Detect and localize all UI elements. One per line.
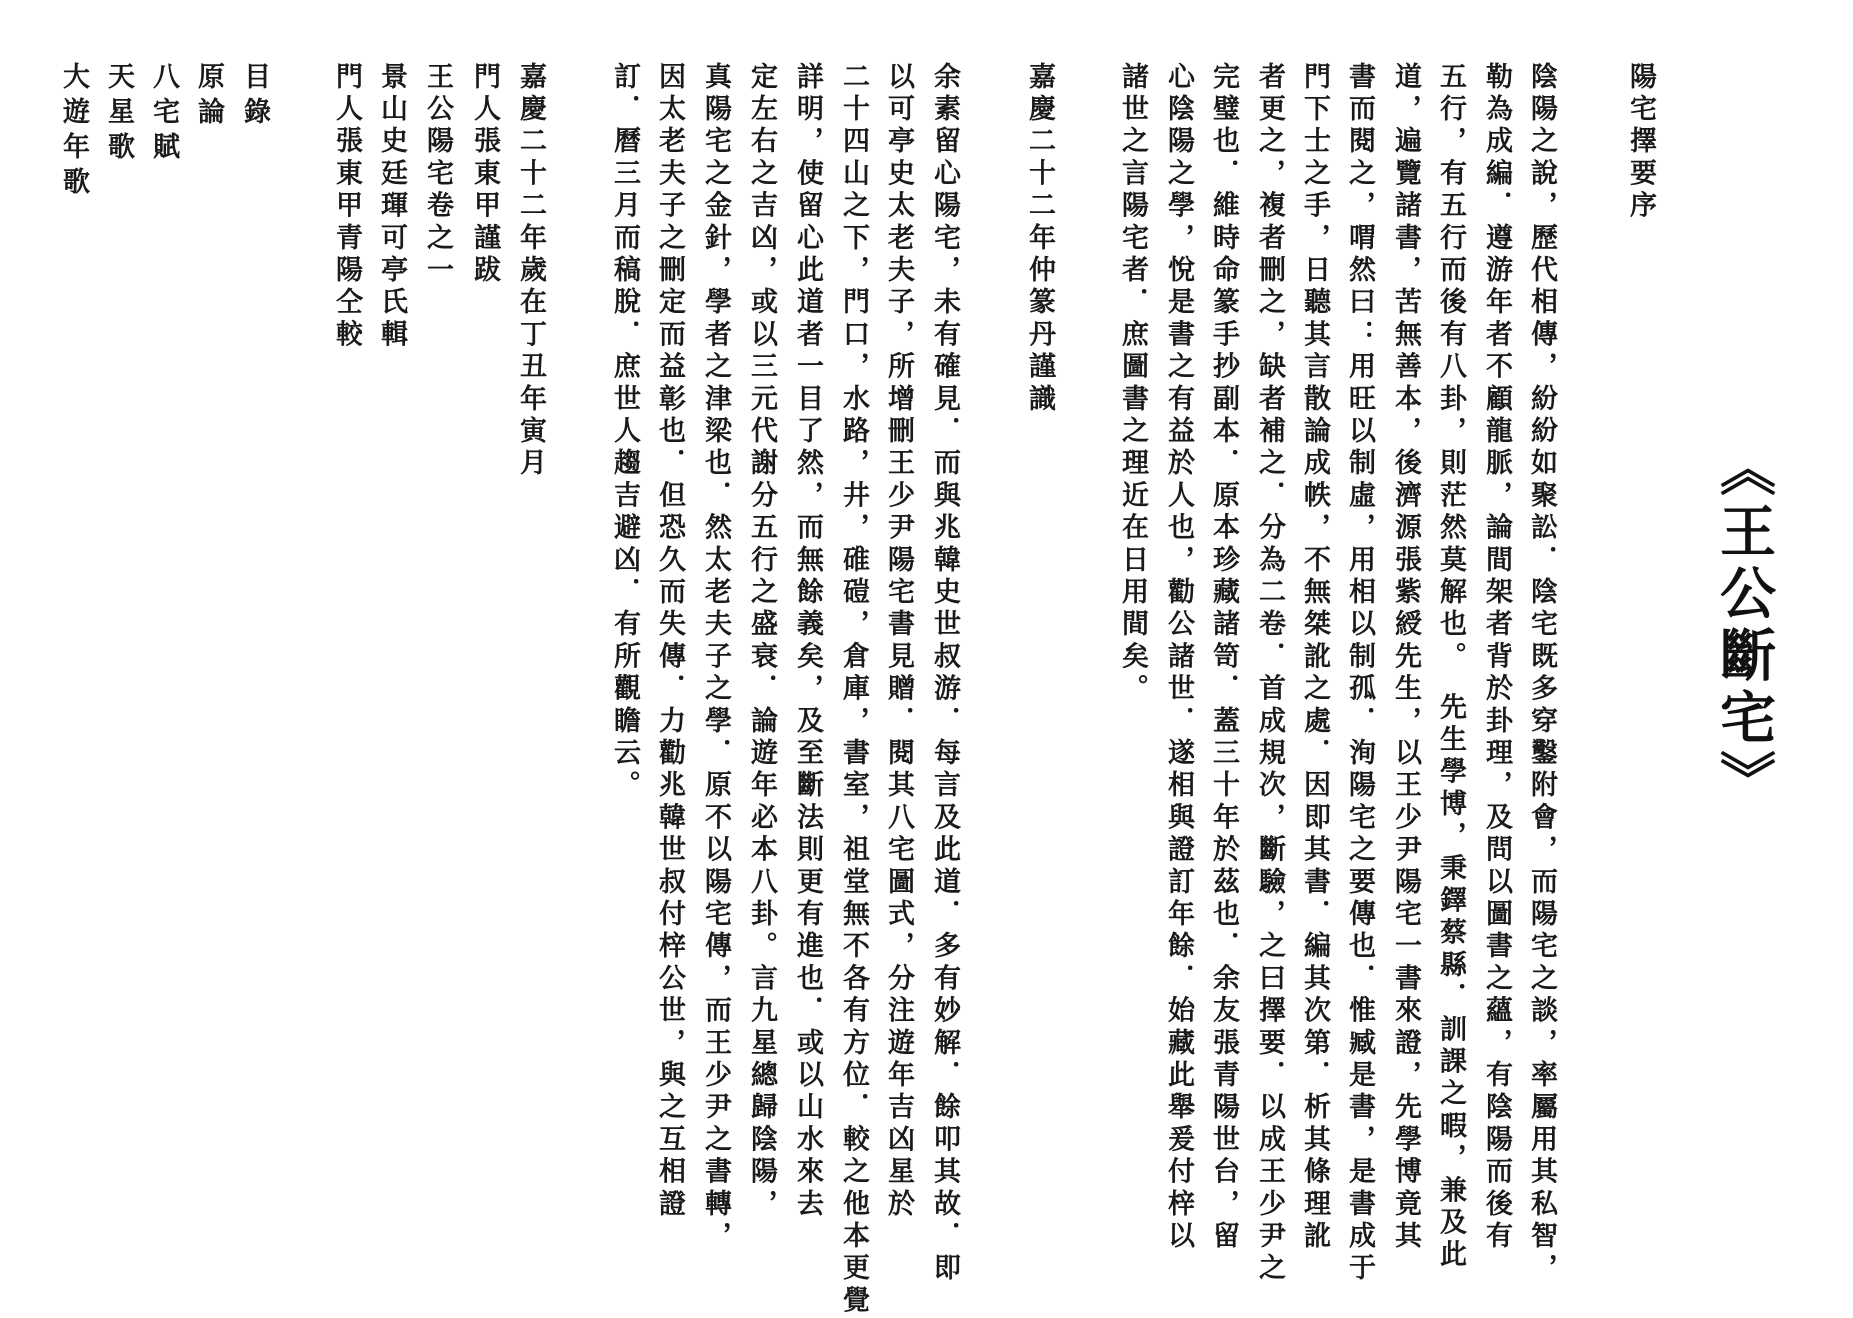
preface-column: 門下士之手，日聽其言散論成帙，不無桀訛之處．因即其書．編其次第．析其條理訛 — [1299, 62, 1330, 1254]
toc-heading: 目錄 — [239, 62, 270, 132]
toc-item-tianxingge[interactable]: 天星歌 — [103, 62, 134, 167]
preface-column: 完璧也．維時命篆手抄副本．原本珍藏諸笥．蓋三十年於茲也．余友張青陽世台，留 — [1208, 62, 1239, 1254]
postscript-column: 定左右之吉凶，或以三元代謝分五行之盛衰．論遊年必本八卦。言九星總歸陰陽， — [746, 62, 777, 1222]
postscript-column: 余素留心陽宅，未有確見．而與兆韓史世叔游．每言及此道．多有妙解．餘叩其故．即 — [929, 62, 960, 1286]
preface-column: 五行，有五行而後有八卦，則茫然莫解也。 先生學博，秉鐸蔡縣．訓課之暇，兼及此 — [1435, 62, 1466, 1273]
toc-item-dayounianges[interactable]: 大遊年歌 — [58, 62, 89, 202]
toc-item-bazhaifu[interactable]: 八宅賦 — [148, 62, 179, 167]
credit-line: 王公陽宅卷之一 — [422, 62, 453, 288]
postscript-column: 訂．曆三月而稿脫．庶世人趨吉避凶．有所觀瞻云。 — [609, 62, 640, 803]
preface-signature: 嘉慶二十二年仲篆丹謹識 — [1024, 62, 1055, 417]
preface-column: 者更之，複者刪之，缺者補之．分為二卷．首成規次，斷驗，之曰擇要．以成王少尹之 — [1254, 62, 1285, 1286]
postscript-column: 二十四山之下，門口，水路，井，碓磑，倉庫，書室，祖堂無不各有方位．較之他本更覺 — [838, 62, 869, 1318]
preface-column: 諸世之言陽宅者．庶圖書之理近在日用間矣。 — [1117, 62, 1148, 706]
preface-column: 勒為成編．遵游年者不顧龍脈，論間架者背於卦理，及問以圖書之蘊，有陰陽而後有 — [1481, 62, 1512, 1254]
preface-column: 陰陽之說，歷代相傳，紛紛如聚訟．陰宅既多穿鑿附會，而陽宅之談，率屬用其私智， — [1526, 62, 1557, 1286]
preface-column: 道，遍覽諸書，苦無善本，後濟源張紫綬先生，以王少尹陽宅一書來證，先學博竟其 — [1390, 62, 1421, 1254]
postscript-signature: 嘉慶二十二年歲在丁丑年寅月 — [515, 62, 546, 481]
book-title: 《王公斷宅》 — [1711, 440, 1777, 812]
toc-item-yuanlun[interactable]: 原論 — [193, 62, 224, 132]
preface-column: 書而閱之，喟然曰：用旺以制虛，用相以制孤．洵陽宅之要傳也．惟臧是書，是書成于 — [1344, 62, 1375, 1286]
postscript-column: 以可亭史太老夫子，所增刪王少尹陽宅書見贈．閱其八宅圖式，分注遊年吉凶星於 — [883, 62, 914, 1222]
preface-heading: 陽宅擇要序 — [1625, 62, 1656, 223]
postscript-column: 因太老夫子之刪定而益彰也．但恐久而失傳．力勸兆韓世叔付梓公世，與之互相證 — [654, 62, 685, 1222]
credit-line: 景山史廷琿可亭氏輯 — [376, 62, 407, 352]
preface-column: 心陰陽之學，悅是書之有益於人也，勸公諸世．遂相與證訂年餘．始藏此舉爰付梓以 — [1163, 62, 1194, 1254]
credit-line: 門人張東甲謹跋 — [469, 62, 500, 288]
credit-line: 門人張東甲青陽仝較 — [331, 62, 362, 352]
postscript-column: 詳明，使留心此道者一目了然，而無餘義矣，及至斷法則更有進也．或以山水來去 — [792, 62, 823, 1222]
postscript-column: 真陽宅之金針，學者之津梁也．然太老夫子之學．原不以陽宅傳，而王少尹之書轉， — [700, 62, 731, 1254]
